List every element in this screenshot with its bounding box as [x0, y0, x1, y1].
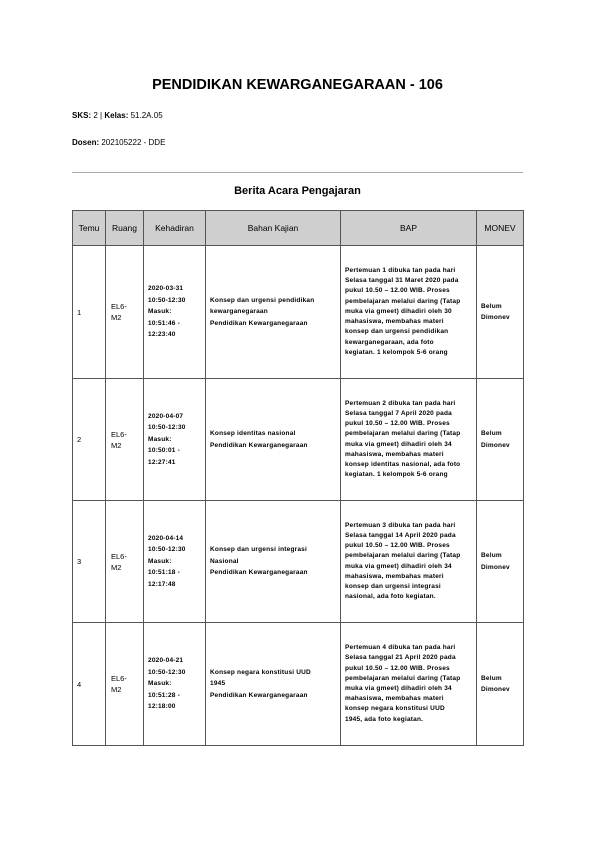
temu-value: 1 — [77, 307, 82, 317]
kehadiran-date: 2020-03-31 — [148, 285, 184, 293]
bap-text: Pertemuan 1 dibuka tan pada hari Selasa tanggal 31 Maret 2020 pada pukul 10.50 – 12.00 WIB. Proses pembelajaran melalui daring (Tatap muka via gmeet) dihadiri oleh 30 mahasiswa, membahas materi konsep dan urgensi pendidikan kewarganegaraan, ada foto kegiatan. 1 kelompok 5-6 orang — [345, 267, 461, 356]
horizontal-divider — [72, 172, 523, 173]
header-kehadiran: Kehadiran — [144, 211, 206, 246]
cell-monev — [477, 379, 524, 501]
sks-label: SKS: — [72, 111, 92, 120]
header-monev: MONEV — [477, 211, 524, 246]
header-ruang: Ruang — [106, 211, 144, 246]
bap-text: Pertemuan 4 dibuka tan pada hari Selasa tanggal 21 April 2020 pada pukul 10.50 – 12.00 WIB. Proses pembelajaran melalui daring (Tatap muka via gmeet) dihadiri oleh 34 mahasiswa, membahas materi konsep negara konstitusi UUD 1945, ada foto kegiatan. — [345, 644, 461, 723]
table-row — [73, 623, 524, 746]
kelas-value: 51.2A.05 — [130, 111, 163, 120]
cell-ruang — [106, 501, 144, 623]
kehadiran-date: 2020-04-07 — [148, 412, 184, 420]
cell-bahan-kajian — [206, 501, 341, 623]
cell-ruang — [106, 623, 144, 746]
cell-bap — [341, 246, 477, 379]
kehadiran-schedule: 10:50-12:30 — [148, 668, 186, 676]
kehadiran-attendance: 10:51:28 - 12:18:00 — [148, 691, 180, 711]
cell-bahan-kajian — [206, 246, 341, 379]
cell-kehadiran — [144, 379, 206, 501]
bahan-kajian-topic: Konsep identitas nasional — [210, 430, 296, 437]
cell-bahan-kajian — [206, 379, 341, 501]
temu-value: 4 — [77, 679, 82, 689]
bap-table — [72, 210, 524, 746]
bahan-kajian-topic: Konsep negara konstitusi UUD 1945 — [210, 668, 311, 688]
dosen-label: Dosen: — [72, 138, 100, 147]
bahan-kajian-subject: Pendidikan Kewarganegaraan — [210, 319, 308, 327]
cell-monev — [477, 623, 524, 746]
class-info-line — [72, 111, 163, 121]
kehadiran-masuk-label: Masuk: — [148, 308, 172, 316]
bap-text: Pertemuan 3 dibuka tan pada hari Selasa tanggal 14 April 2020 pada pukul 10.50 – 12.00 WIB. Proses pembelajaran melalui daring (Tatap muka via gmeet) dihadiri oleh 34 mahasiswa, membahas materi konsep dan urgensi integrasi nasional, ada foto kegiatan. — [345, 521, 461, 601]
table-row — [73, 246, 524, 379]
table-row — [73, 501, 524, 623]
kehadiran-masuk-label: Masuk: — [148, 557, 172, 565]
kehadiran-date: 2020-04-21 — [148, 657, 184, 665]
cell-temu — [73, 501, 106, 623]
cell-kehadiran — [144, 246, 206, 379]
page-title: PENDIDIKAN KEWARGANEGARAAN - 106 — [152, 77, 443, 93]
kehadiran-masuk-label: Masuk: — [148, 435, 172, 443]
bap-text: Pertemuan 2 dibuka tan pada hari Selasa tanggal 7 April 2020 pada pukul 10.50 – 12.00 WIB. Proses pembelajaran melalui daring (Tatap muka via gmeet) dihadiri oleh 34 mahasiswa, membahas materi konsep identitas nasional, ada foto kegiatan. 1 kelompok 5-6 orang — [345, 399, 461, 479]
section-title: Berita Acara Pengajaran — [234, 185, 361, 197]
bahan-kajian-topic: Konsep dan urgensi integrasi Nasional — [210, 546, 307, 565]
header-temu: Temu — [73, 211, 106, 246]
cell-monev — [477, 501, 524, 623]
kehadiran-schedule: 10:50-12:30 — [148, 546, 186, 554]
cell-ruang — [106, 379, 144, 501]
bahan-kajian-subject: Pendidikan Kewarganegaraan — [210, 569, 308, 577]
cell-kehadiran — [144, 501, 206, 623]
cell-kehadiran — [144, 623, 206, 746]
ruang-value: EL6-M2 — [111, 429, 127, 450]
kehadiran-schedule: 10:50-12:30 — [148, 424, 186, 432]
kehadiran-date: 2020-04-14 — [148, 534, 184, 542]
dosen-info-line — [72, 138, 165, 148]
cell-ruang — [106, 246, 144, 379]
bahan-kajian-subject: Pendidikan Kewarganegaraan — [210, 691, 308, 699]
ruang-value: EL6-M2 — [111, 302, 127, 322]
kehadiran-attendance: 10:50:01 - 12:27:41 — [148, 447, 180, 466]
monev-status: Belum Dimonev — [481, 430, 510, 449]
kehadiran-attendance: 10:51:18 - 12:17:48 — [148, 569, 180, 588]
kelas-label: Kelas: — [104, 111, 129, 120]
table-row — [73, 379, 524, 501]
monev-status: Belum Dimonev — [481, 552, 510, 571]
bahan-kajian-topic: Konsep dan urgensi pendidikan kewarganegaraan — [210, 296, 315, 316]
cell-bap — [341, 501, 477, 623]
kehadiran-masuk-label: Masuk: — [148, 680, 172, 688]
monev-status: Belum Dimonev — [481, 674, 510, 693]
cell-temu — [73, 379, 106, 501]
kehadiran-schedule: 10:50-12:30 — [148, 296, 186, 304]
monev-status: Belum Dimonev — [481, 302, 510, 321]
sks-value: 2 — [93, 111, 98, 120]
temu-value: 3 — [77, 557, 82, 566]
cell-temu — [73, 246, 106, 379]
temu-value: 2 — [77, 435, 82, 444]
ruang-value: EL6-M2 — [111, 674, 127, 694]
header-bahan-kajian: Bahan Kajian — [206, 211, 341, 246]
cell-monev — [477, 246, 524, 379]
cell-bap — [341, 379, 477, 501]
header-bap: BAP — [341, 211, 477, 246]
kehadiran-attendance: 10:51:46 - 12:23:40 — [148, 319, 180, 339]
table-header-row — [73, 211, 524, 246]
bahan-kajian-subject: Pendidikan Kewarganegaraan — [210, 441, 308, 449]
dosen-value: 202105222 - DDE — [101, 138, 166, 147]
cell-bahan-kajian — [206, 623, 341, 746]
ruang-value: EL6-M2 — [111, 551, 127, 572]
cell-temu — [73, 623, 106, 746]
info-separator: | — [100, 111, 103, 120]
cell-bap — [341, 623, 477, 746]
